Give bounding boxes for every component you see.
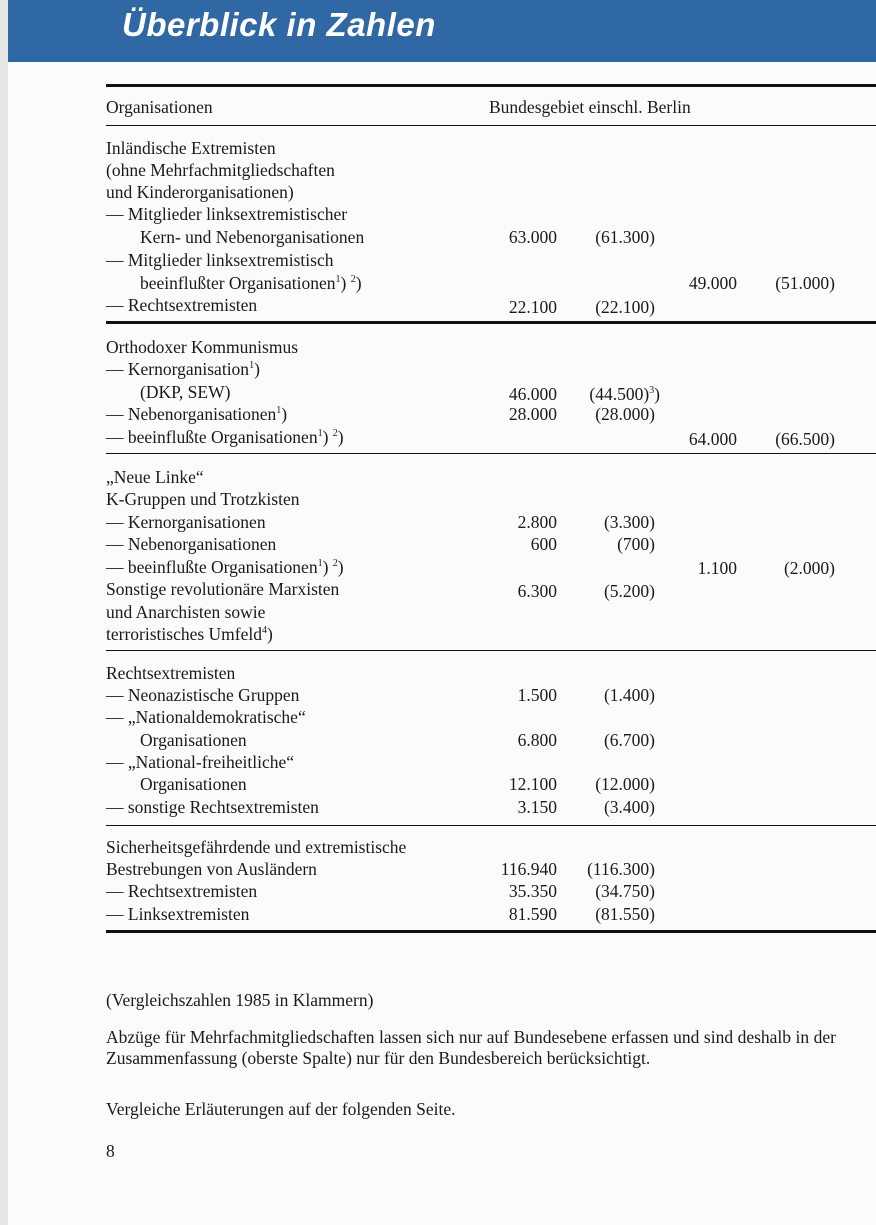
note-reference: Vergleiche Erläuterungen auf der folgenden Seite.: [106, 1099, 456, 1119]
row-label: — Neonazistische Gruppen: [106, 685, 300, 705]
section-subtitle: und Kinderorganisationen): [106, 182, 294, 202]
value-previous: (700): [617, 534, 655, 554]
table-bottom-rule: [106, 930, 876, 933]
value-previous: (2.000): [783, 558, 835, 578]
row-label: — Mitglieder linksextremistischer: [106, 204, 348, 224]
section-subtitle: K-Gruppen und Trotzkisten: [106, 489, 300, 509]
row-label: — Mitglieder linksextremistisch: [106, 250, 334, 270]
section-rule-4: [106, 825, 876, 826]
row-label: — Rechtsextremisten: [106, 295, 258, 315]
row-label: Organisationen: [140, 774, 247, 794]
row-label: (DKP, SEW): [140, 382, 231, 402]
footnote-marker: 2: [350, 274, 356, 285]
row-label-with-footnotes: — beeinflußte Organisationen$^1$) $^2$): [106, 427, 344, 447]
row-label: — Kernorganisationen: [106, 512, 266, 532]
title-banner: [8, 0, 876, 62]
row-label-with-footnotes: — Nebenorganisationen$^1$): [106, 404, 288, 424]
row-label-with-footnotes: — beeinflußte Organisationen$^1$) $^2$): [106, 557, 344, 577]
value-previous-with-footnote: $(44.500)^3$): [589, 384, 660, 404]
row-label: Kern- und Nebenorganisationen: [140, 227, 365, 247]
value-current: 6.300: [517, 581, 557, 601]
footnote-marker: 1: [317, 428, 323, 439]
row-label: Organisationen: [140, 730, 247, 750]
value-current: 600: [530, 534, 557, 554]
section-rule-3: [106, 650, 876, 651]
row-label: beeinflußter Organisationen: [140, 273, 336, 293]
row-label: — sonstige Rechtsextremisten: [106, 797, 319, 817]
value-previous: (6.700): [603, 730, 655, 750]
footnote-marker: 2: [332, 428, 338, 439]
footnote-marker: 1: [249, 360, 255, 371]
value-previous: (116.300): [587, 859, 655, 879]
value-current: 1.500: [517, 685, 557, 705]
row-label: terroristisches Umfeld: [106, 624, 262, 644]
note-comparison: (Vergleichszahlen 1985 in Klammern): [106, 990, 374, 1010]
footnote-marker: 1: [317, 558, 323, 569]
row-label: — Rechtsextremisten: [106, 881, 258, 901]
row-label-with-footnotes: beeinflußter Organisationen$^1$) $^2$): [140, 273, 362, 293]
value-previous: (3.400): [603, 797, 655, 817]
value-previous: (44.500): [589, 384, 650, 404]
section-subtitle: Bestrebungen von Ausländern: [106, 859, 317, 879]
row-label: — Nebenorganisationen: [106, 404, 277, 424]
value-previous: (66.500): [775, 429, 835, 449]
row-label: Sonstige revolutionäre Marxisten: [106, 579, 340, 599]
section-rule-2: [106, 453, 876, 454]
value-previous: (61.300): [595, 227, 655, 247]
header-rule: [106, 125, 876, 126]
column-header-region: Bundesgebiet einschl. Berlin: [489, 97, 691, 117]
value-current: 63.000: [508, 227, 557, 247]
row-label: — „Nationaldemokratische“: [106, 707, 306, 727]
value-current: 2.800: [517, 512, 557, 532]
value-previous: (3.300): [603, 512, 655, 532]
value-current: 35.350: [508, 881, 557, 901]
value-current: 64.000: [688, 429, 737, 449]
footnote-marker: 2: [332, 558, 338, 569]
value-current: 28.000: [508, 404, 557, 424]
page-number: 8: [106, 1141, 115, 1161]
row-label: und Anarchisten sowie: [106, 602, 266, 622]
value-current: 12.100: [508, 774, 557, 794]
row-label-with-footnote: terroristisches Umfeld$^4$): [106, 624, 273, 644]
row-label: — beeinflußte Organisationen: [106, 427, 318, 447]
row-label: — Kernorganisation: [106, 359, 250, 379]
banner-title: Überblick in Zahlen: [122, 6, 436, 43]
note-deductions: Abzüge für Mehrfachmitgliedschaften lassen sich nur auf Bundesebene erfassen und sind deshalb in der Zusammenfassung (oberste Spalte) nur für den Bundesbereich berücksichtigt.: [106, 1027, 836, 1068]
row-label-with-footnotes: — Kernorganisation$^1$): [106, 359, 260, 379]
value-previous: (22.100): [595, 297, 655, 317]
row-label: — Linksextremisten: [106, 904, 250, 924]
footnote-marker: 3: [649, 385, 655, 396]
value-current: 116.940: [500, 859, 557, 879]
value-previous: (51.000): [775, 273, 835, 293]
value-previous: (28.000): [595, 404, 655, 424]
value-previous: (1.400): [603, 685, 655, 705]
column-header-organisations: Organisationen: [106, 97, 213, 117]
value-previous: (5.200): [603, 581, 655, 601]
footnote-marker: 1: [335, 274, 341, 285]
section-title: Rechtsextremisten: [106, 663, 236, 683]
value-previous: (34.750): [595, 881, 655, 901]
value-current: 49.000: [688, 273, 737, 293]
table-top-rule: [106, 84, 876, 87]
value-previous: (12.000): [595, 774, 655, 794]
section-subtitle: (ohne Mehrfachmitgliedschaften: [106, 160, 335, 180]
value-current: 1.100: [697, 558, 737, 578]
value-current: 81.590: [508, 904, 557, 924]
value-current: 46.000: [508, 384, 557, 404]
value-current: 6.800: [517, 730, 557, 750]
value-current: 3.150: [517, 797, 557, 817]
footnote-marker: 4: [262, 625, 267, 636]
row-label: — beeinflußte Organisationen: [106, 557, 318, 577]
section-title: Sicherheitsgefährdende und extremistische: [106, 837, 407, 857]
row-label: — Nebenorganisationen: [106, 534, 277, 554]
page-edge: [0, 0, 8, 1225]
value-previous: (81.550): [595, 904, 655, 924]
footnote-marker: 1: [276, 405, 282, 416]
section-title: „Neue Linke“: [106, 467, 204, 487]
section-rule-1: [106, 321, 876, 324]
section-title: Orthodoxer Kommunismus: [106, 337, 299, 357]
row-label: — „National-freiheitliche“: [106, 752, 295, 772]
value-current: 22.100: [508, 297, 557, 317]
section-title: Inländische Extremisten: [106, 138, 276, 158]
